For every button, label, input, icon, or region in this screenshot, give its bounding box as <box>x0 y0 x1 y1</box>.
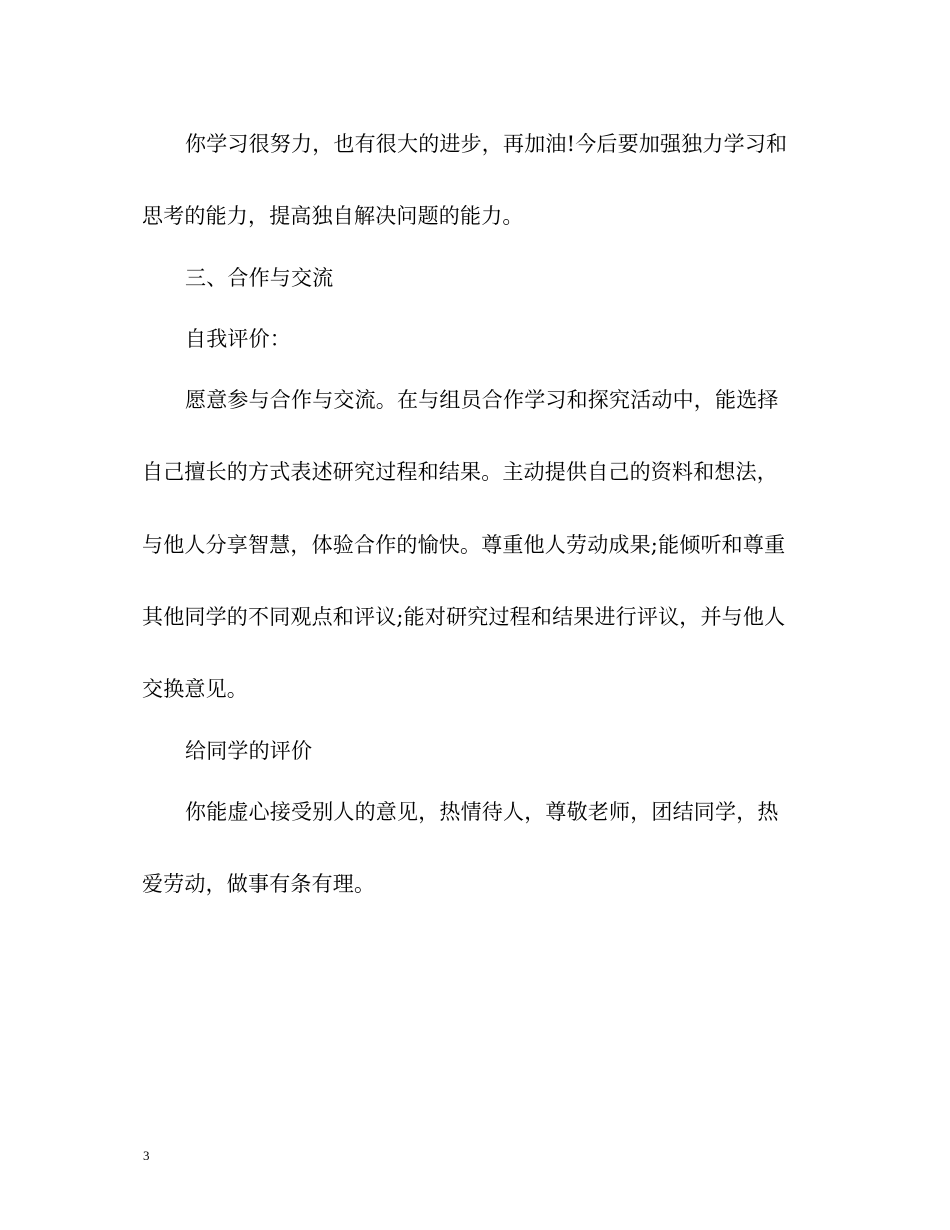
paragraph-2-line-5: 交换意见。 <box>142 677 248 701</box>
page-number: 3 <box>143 1148 150 1163</box>
paragraph-2-line-4: 其他同学的不同观点和评议;能对研究过程和结果进行评议，并与他人 <box>142 605 786 629</box>
paragraph-2-line-2: 自己擅长的方式表述研究过程和结果。主动提供自己的资料和想法， <box>142 460 778 484</box>
paragraph-2-line-1: 愿意参与合作与交流。在与组员合作学习和探究活动中，能选择 <box>185 388 779 412</box>
section-heading: 三、合作与交流 <box>185 266 334 290</box>
paragraph-3-line-2: 爱劳动，做事有条有理。 <box>142 872 376 896</box>
paragraph-1-line-1: 你学习很努力，也有很大的进步，再加油!今后要加强独力学习和 <box>185 132 788 156</box>
paragraph-3-line-1: 你能虚心接受别人的意见，热情待人，尊敬老师，团结同学，热 <box>185 800 779 824</box>
paragraph-1-line-2: 思考的能力，提高独自解决问题的能力。 <box>142 204 524 228</box>
peer-evaluation-label: 给同学的评价 <box>185 739 313 763</box>
self-evaluation-label: 自我评价： <box>185 327 291 351</box>
paragraph-2-line-3: 与他人分享智慧，体验合作的愉快。尊重他人劳动成果;能倾听和尊重 <box>142 533 786 557</box>
